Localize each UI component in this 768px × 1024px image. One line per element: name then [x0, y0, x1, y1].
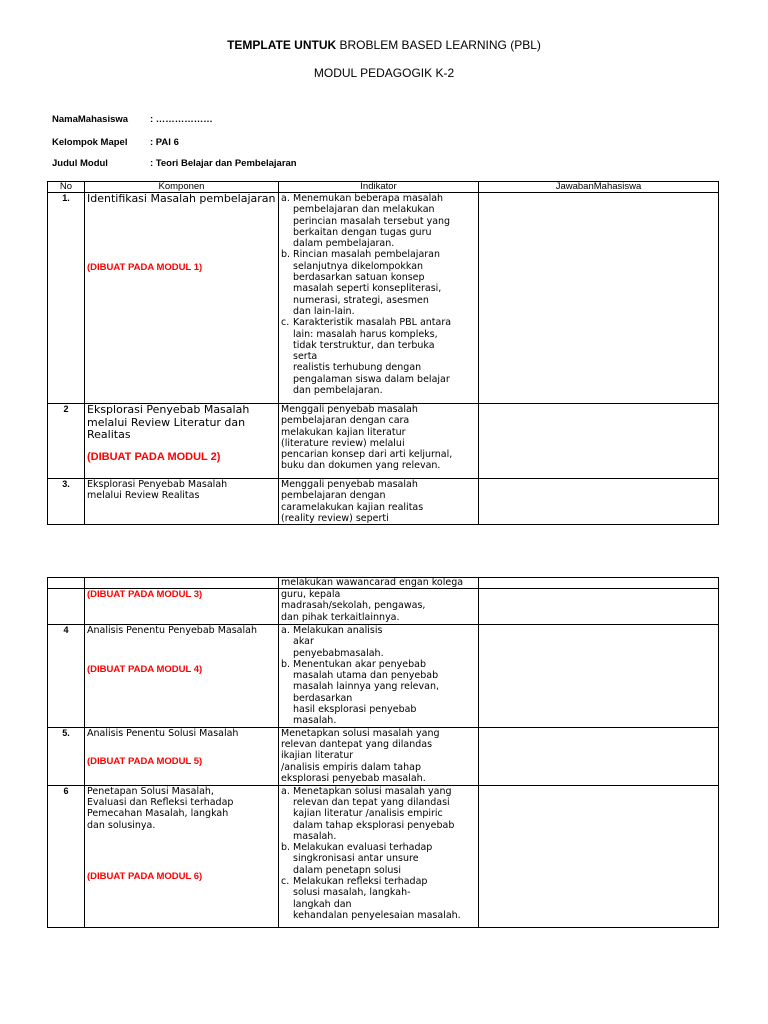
indikator-line: pembelajaran dan melakukan — [293, 204, 435, 216]
komponen-line: Evaluasi dan Refleksi terhadap — [87, 796, 234, 808]
indikator-line: langkah dan — [293, 898, 352, 910]
row-number: 5. — [48, 727, 85, 785]
indikator-line: masalah. — [293, 715, 337, 727]
indikator-line: dalam penetapn solusi — [293, 864, 401, 876]
modul-label: (DIBUAT PADA MODUL 4) — [87, 664, 203, 676]
indikator-line: masalah. — [293, 830, 337, 842]
indikator-line: kehandalan penyelesaian masalah. — [293, 909, 461, 921]
indikator-line: lain: masalah harus kompleks, — [293, 328, 438, 340]
indikator-cell — [279, 193, 479, 404]
komponen-cell — [85, 578, 279, 589]
col-header-jawaban: JawabanMahasiswa — [479, 182, 719, 193]
indikator-line: Menggali penyebab masalah — [281, 404, 418, 415]
meta-value: : Teori Belajar dan Pembelajaran — [150, 158, 297, 169]
list-item — [281, 876, 476, 921]
indikator-line: /analisis empiris dalam tahap — [281, 761, 421, 773]
jawaban-cell[interactable] — [479, 625, 719, 728]
indikator-line: Menentukan akar penyebab — [293, 658, 427, 670]
indikator-line: relevan dan tepat yang dilandasi — [293, 796, 450, 808]
indikator-line: dan lain-lain. — [293, 305, 355, 317]
table-row — [48, 785, 719, 927]
komponen-cell — [85, 625, 279, 728]
indikator-line: realistis terhubung dengan — [293, 362, 422, 374]
komponen-line: dan solusinya. — [87, 819, 156, 831]
indikator-line: pembelajaran dengan cara — [281, 415, 410, 427]
list-marker: c. — [281, 317, 290, 329]
jawaban-cell[interactable] — [479, 479, 719, 525]
indikator-line: kajian literatur /analisis empiric — [293, 808, 443, 820]
indikator-line: Melakukan analisis — [293, 625, 383, 636]
komponen-line: melalui Review Realitas — [87, 490, 200, 502]
indikator-cell — [279, 785, 479, 927]
indikator-line: pembelajaran dengan — [281, 490, 386, 502]
list-item — [281, 785, 476, 842]
indikator-line: buku dan dokumen yang relevan. — [281, 460, 441, 472]
table-row — [48, 404, 719, 479]
row-number: 3. — [48, 479, 85, 525]
indikator-line: melakukan kajian literatur — [281, 426, 406, 438]
list-item — [281, 625, 476, 659]
komponen-line: Penetapan Solusi Masalah, — [87, 785, 214, 797]
indikator-cell — [279, 589, 479, 625]
list-item — [281, 249, 476, 317]
jawaban-cell[interactable] — [479, 193, 719, 404]
list-marker: b. — [281, 249, 291, 261]
indikator-line: masalah seperti konsepliterasi, — [293, 283, 442, 295]
list-item — [281, 658, 476, 727]
document-title — [0, 38, 768, 52]
jawaban-cell[interactable] — [479, 589, 719, 625]
jawaban-cell[interactable] — [479, 785, 719, 927]
list-item — [281, 193, 476, 250]
indikator-line: guru, kepala — [281, 589, 341, 600]
komponen-cell — [85, 589, 279, 625]
modul-label: (DIBUAT PADA MODUL 6) — [87, 870, 203, 882]
indikator-line: melakukan wawancarad engan kolega — [279, 578, 479, 589]
table-row — [48, 479, 719, 525]
indikator-line: ikajian literatur — [281, 750, 354, 762]
indikator-line: selanjutnya dikelompokkan — [293, 260, 424, 272]
indikator-line: relevan dantepat yang dilandas — [281, 738, 433, 750]
table-row — [48, 727, 719, 785]
indikator-list — [281, 193, 476, 396]
pbl-table-page2 — [47, 577, 719, 928]
table-row-continuation — [48, 578, 719, 589]
modul-label: (DIBUAT PADA MODUL 1) — [87, 261, 203, 273]
title-prefix: TEMPLATE UNTUK — [227, 38, 340, 52]
row-number: 6 — [48, 785, 85, 927]
list-marker: a. — [281, 625, 290, 636]
komponen-text — [87, 404, 276, 442]
table-row — [48, 193, 719, 404]
indikator-line: serta — [293, 351, 318, 363]
list-marker: b. — [281, 658, 291, 670]
row-number — [48, 578, 85, 589]
indikator-line: pencarian konsep dari arti keljurnal, — [281, 449, 453, 461]
col-header-no: No — [48, 182, 85, 193]
indikator-line: Karakteristik masalah PBL antara — [293, 317, 452, 329]
indikator-line: berkaitan dengan tugas guru — [293, 226, 432, 238]
indikator-line: (literature review) melalui — [281, 437, 405, 449]
jawaban-cell[interactable] — [479, 404, 719, 479]
indikator-cell — [279, 625, 479, 728]
indikator-line: berdasarkan — [293, 692, 353, 704]
indikator-line: dalam pembelajaran. — [293, 238, 395, 250]
meta-value: : ……………… — [150, 114, 213, 125]
indikator-line: Menggali penyebab masalah — [281, 479, 418, 490]
row-number: 1. — [48, 193, 85, 404]
indikator-line: Menetapkan solusi masalah yang — [293, 785, 452, 797]
komponen-line: Realitas — [87, 428, 131, 441]
komponen-cell — [85, 193, 279, 404]
meta-label: Judul Modul — [52, 158, 108, 169]
komponen-cell — [85, 404, 279, 479]
modul-label: (DIBUAT PADA MODUL 3) — [87, 589, 203, 600]
indikator-line: masalah lainnya yang relevan, — [293, 681, 439, 693]
row-number — [48, 589, 85, 625]
indikator-line: perincian masalah tersebut yang — [293, 215, 451, 227]
indikator-cell — [279, 727, 479, 785]
komponen-cell — [85, 727, 279, 785]
komponen-cell — [85, 785, 279, 927]
indikator-line: dan pihak terkaitlainnya. — [281, 611, 400, 623]
komponen-line: Eksplorasi Penyebab Masalah — [87, 479, 228, 490]
list-item — [281, 317, 476, 397]
pbl-table-page1 — [47, 181, 719, 525]
col-header-indikator: Indikator — [279, 182, 479, 193]
indikator-line: singkronisasi antar unsure — [293, 853, 419, 865]
indikator-line: Menetapkan solusi masalah yang — [281, 727, 440, 739]
indikator-line: masalah utama dan penyebab — [293, 670, 439, 682]
komponen-text: Identifikasi Masalah pembelajaran — [87, 192, 276, 205]
document-subtitle: MODUL PEDAGOGIK K-2 — [313, 66, 455, 80]
modul-label: (DIBUAT PADA MODUL 2) — [87, 450, 221, 463]
meta-value: : PAI 6 — [150, 137, 179, 148]
indikator-line: dalam tahap eksplorasi penyebab — [293, 819, 455, 831]
komponen-line: Eksplorasi Penyebab Masalah — [87, 403, 250, 416]
jawaban-cell[interactable] — [479, 727, 719, 785]
list-marker: a. — [281, 785, 290, 797]
table-row — [48, 589, 719, 625]
title-rest: BROBLEM BASED LEARNING (PBL) — [339, 38, 541, 52]
indikator-line: Rincian masalah pembelajaran — [293, 249, 441, 261]
indikator-line: Menemukan beberapa masalah — [293, 193, 444, 204]
indikator-line: (reality review) seperti — [281, 512, 389, 524]
table-header-row — [48, 182, 719, 193]
komponen-text: Analisis Penentu Penyebab Masalah — [87, 625, 257, 636]
komponen-line: Pemecahan Masalah, langkah — [87, 808, 229, 820]
indikator-cell — [279, 479, 479, 525]
row-number: 4 — [48, 625, 85, 728]
indikator-line: dan pembelajaran. — [293, 385, 383, 397]
meta-label: NamaMahasiswa — [52, 114, 129, 125]
col-header-komponen: Komponen — [85, 182, 279, 193]
indikator-line: hasil eksplorasi penyebab — [293, 704, 417, 716]
komponen-cell — [85, 479, 279, 525]
komponen-text: Analisis Penentu Solusi Masalah — [87, 727, 239, 739]
indikator-line: penyebabmasalah. — [293, 647, 384, 659]
indikator-line: Melakukan evaluasi terhadap — [293, 842, 433, 854]
indikator-line: Melakukan refleksi terhadap — [293, 876, 428, 888]
jawaban-cell[interactable] — [479, 578, 719, 589]
meta-label: Kelompok Mapel — [52, 137, 128, 148]
indikator-line: madrasah/sekolah, pengawas, — [281, 600, 426, 612]
list-marker: a. — [281, 193, 290, 204]
indikator-line: tidak terstruktur, dan terbuka — [293, 339, 435, 351]
table-row — [48, 625, 719, 728]
indikator-line: akar — [293, 636, 314, 648]
indikator-line: numerasi, strategi, asesmen — [293, 294, 429, 306]
list-marker: b. — [281, 842, 291, 854]
indikator-cell — [279, 404, 479, 479]
list-item — [281, 842, 476, 876]
list-marker: c. — [281, 876, 290, 888]
indikator-line: solusi masalah, langkah- — [293, 887, 411, 899]
indikator-list — [281, 786, 476, 922]
indikator-line: berdasarkan satuan konsep — [293, 272, 425, 284]
row-number: 2 — [48, 404, 85, 479]
indikator-line: eksplorasi penyebab masalah. — [281, 772, 426, 784]
komponen-line: melalui Review Literatur dan — [87, 415, 246, 429]
indikator-line: pengalaman siswa dalam belajar — [293, 373, 450, 385]
indikator-list — [281, 625, 476, 727]
indikator-line: caramelakukan kajian realitas — [281, 501, 424, 513]
modul-label: (DIBUAT PADA MODUL 5) — [87, 755, 203, 767]
